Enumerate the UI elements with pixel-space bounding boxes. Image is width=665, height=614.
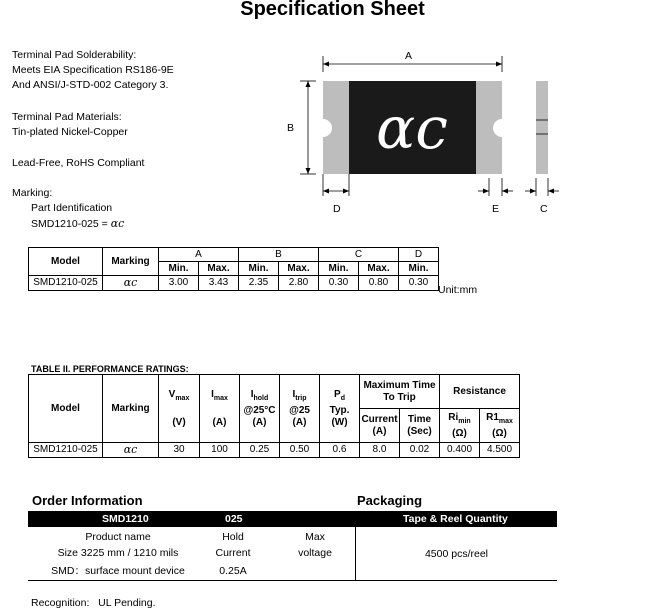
dim-marking-header: Marking [103, 248, 159, 276]
pd-symbol: P [334, 388, 341, 400]
dim-sub-header: Max. [279, 262, 319, 276]
rimin-symbol: Ri [448, 411, 459, 423]
dim-row-value: 3.00 [159, 276, 199, 291]
perf-row-value: 30 [159, 443, 200, 458]
dim-row-value: 2.80 [279, 276, 319, 291]
time-label: Time [407, 413, 432, 425]
marking-heading: Marking: [12, 187, 53, 199]
dim-label-c: C [540, 203, 548, 215]
materials-heading: Terminal Pad Materials: [12, 111, 122, 123]
perf-resistance-header: Resistance [440, 375, 520, 409]
dim-sub-header: Max. [199, 262, 239, 276]
ihold-condition: @25°C [243, 404, 276, 416]
vmax-subscript: max [175, 394, 190, 402]
perf-row-value: 0.50 [280, 443, 320, 458]
perf-current-header [360, 409, 400, 443]
dim-sub-header: Min. [319, 262, 359, 276]
itrip-unit: (A) [292, 416, 307, 428]
perf-time-header [400, 409, 440, 443]
dim-label-a: A [405, 50, 413, 62]
itrip-subscript: trip [295, 394, 307, 402]
perf-rimin-header [440, 409, 480, 443]
dim-row-value: 0.30 [319, 276, 359, 291]
unit-label: Unit:mm [438, 284, 478, 296]
smd-marking-symbol: αc [110, 217, 125, 230]
rimin-subscript: min [458, 417, 471, 425]
order-hold-value: 0.25A [219, 565, 247, 577]
order-product-name-label: Product name [85, 531, 151, 543]
vmax-unit: (V) [172, 416, 186, 428]
dim-label-b: B [287, 122, 295, 134]
time-unit: (Sec) [407, 425, 432, 437]
part-id-label: Part Identification [31, 202, 113, 214]
vmax-symbol: V [168, 388, 176, 400]
dim-label-d: D [333, 203, 341, 215]
packaging-bar-label: Tape & Reel Quantity [403, 513, 508, 525]
dim-group-c: C [319, 248, 399, 262]
perf-row-value: 8.0 [360, 443, 400, 458]
perf-max-time-header: Maximum Time To Trip [360, 375, 440, 409]
order-bar-code: 025 [225, 513, 243, 525]
ihold-symbol: I [250, 388, 254, 400]
pd-condition: Typ. [329, 404, 350, 416]
chip-marking-text: αc [376, 94, 448, 162]
order-voltage-label: voltage [298, 547, 332, 559]
dim-row-value: 0.30 [399, 276, 439, 291]
leadfree-text: Lead-Free, RoHS Compliant [12, 157, 145, 169]
dim-group-a: A [159, 248, 239, 262]
dim-row-model: SMD1210-025 [29, 276, 103, 291]
order-bar-series: SMD1210 [102, 513, 149, 525]
dim-label-e: E [492, 203, 500, 215]
r1max-symbol: R1 [486, 411, 499, 423]
current-unit: (A) [372, 425, 387, 437]
order-current-label: Current [215, 547, 251, 559]
perf-ihold-header [240, 375, 280, 443]
itrip-symbol: I [292, 388, 296, 400]
rimin-unit: (Ω) [452, 427, 467, 439]
perf-row-value: 0.25 [240, 443, 280, 458]
smd-marking-line [12, 216, 124, 232]
perf-row-value: 100 [200, 443, 240, 458]
perf-row-marking: αc [103, 443, 159, 458]
order-hold-label: Hold [222, 531, 244, 543]
order-size-text: Size 3225 mm / 1210 mils [57, 547, 179, 559]
perf-r1max-header [480, 409, 520, 443]
dim-group-d: D [399, 248, 439, 262]
r1max-subscript: max [498, 417, 513, 425]
dim-group-b: B [239, 248, 319, 262]
ihold-subscript: hold [253, 394, 269, 402]
perf-pd-header [320, 375, 360, 443]
solderability-category: And ANSI/J-STD-002 Category 3. [12, 79, 169, 91]
dim-row-value: 2.35 [239, 276, 279, 291]
itrip-condition: @25 [289, 404, 310, 416]
order-header-bar [28, 511, 557, 527]
perf-marking-header: Marking [103, 375, 159, 443]
pd-subscript: d [340, 394, 345, 402]
chip-diagram [280, 48, 570, 218]
solderability-spec: Meets EIA Specification RS186-9E [12, 64, 174, 76]
imax-symbol: I [211, 388, 214, 400]
perf-row-model: SMD1210-025 [29, 443, 103, 458]
materials-value: Tin-plated Nickel-Copper [12, 126, 128, 138]
dim-sub-header: Max. [359, 262, 399, 276]
packaging-heading: Packaging [357, 493, 423, 508]
perf-table-caption: TABLE II. PERFORMANCE RATINGS: [31, 364, 189, 374]
current-label: Current [361, 413, 398, 425]
pd-unit: (W) [331, 416, 348, 428]
order-bottom-rule [28, 580, 557, 581]
imax-subscript: max [213, 394, 228, 402]
ihold-unit: (A) [252, 416, 267, 428]
order-smd-text: SMD：surface mount device [51, 565, 185, 577]
materials-block [12, 110, 128, 140]
dim-sub-header: Min. [159, 262, 199, 276]
perf-row-value: 0.400 [440, 443, 480, 458]
performance-table [28, 374, 520, 458]
perf-itrip-header [280, 375, 320, 443]
recognition-text: Recognition: UL Pending. [31, 597, 156, 609]
solderability-block [12, 48, 174, 93]
dim-row-value: 0.80 [359, 276, 399, 291]
page-title: Specification Sheet [240, 0, 425, 20]
packaging-quantity: 4500 pcs/reel [424, 548, 489, 560]
perf-imax-header [200, 375, 240, 443]
perf-row-value: 4.500 [480, 443, 520, 458]
dimension-table [28, 247, 439, 291]
smd-marking-part: SMD1210-025 = [31, 218, 108, 230]
dim-sub-header: Min. [239, 262, 279, 276]
imax-unit: (A) [212, 416, 227, 428]
perf-vmax-header [159, 375, 200, 443]
perf-row-value: 0.02 [400, 443, 440, 458]
solderability-heading: Terminal Pad Solderability: [12, 49, 137, 61]
dim-row-marking: αc [103, 276, 159, 291]
perf-row-value: 0.6 [320, 443, 360, 458]
r1max-unit: (Ω) [492, 427, 507, 439]
marking-block [12, 186, 124, 232]
dim-model-header: Model [29, 248, 103, 276]
order-max-label: Max [305, 531, 325, 543]
perf-model-header: Model [29, 375, 103, 443]
dim-row-value: 3.43 [199, 276, 239, 291]
dim-sub-header: Min. [399, 262, 439, 276]
order-info-heading: Order Information [32, 493, 143, 508]
